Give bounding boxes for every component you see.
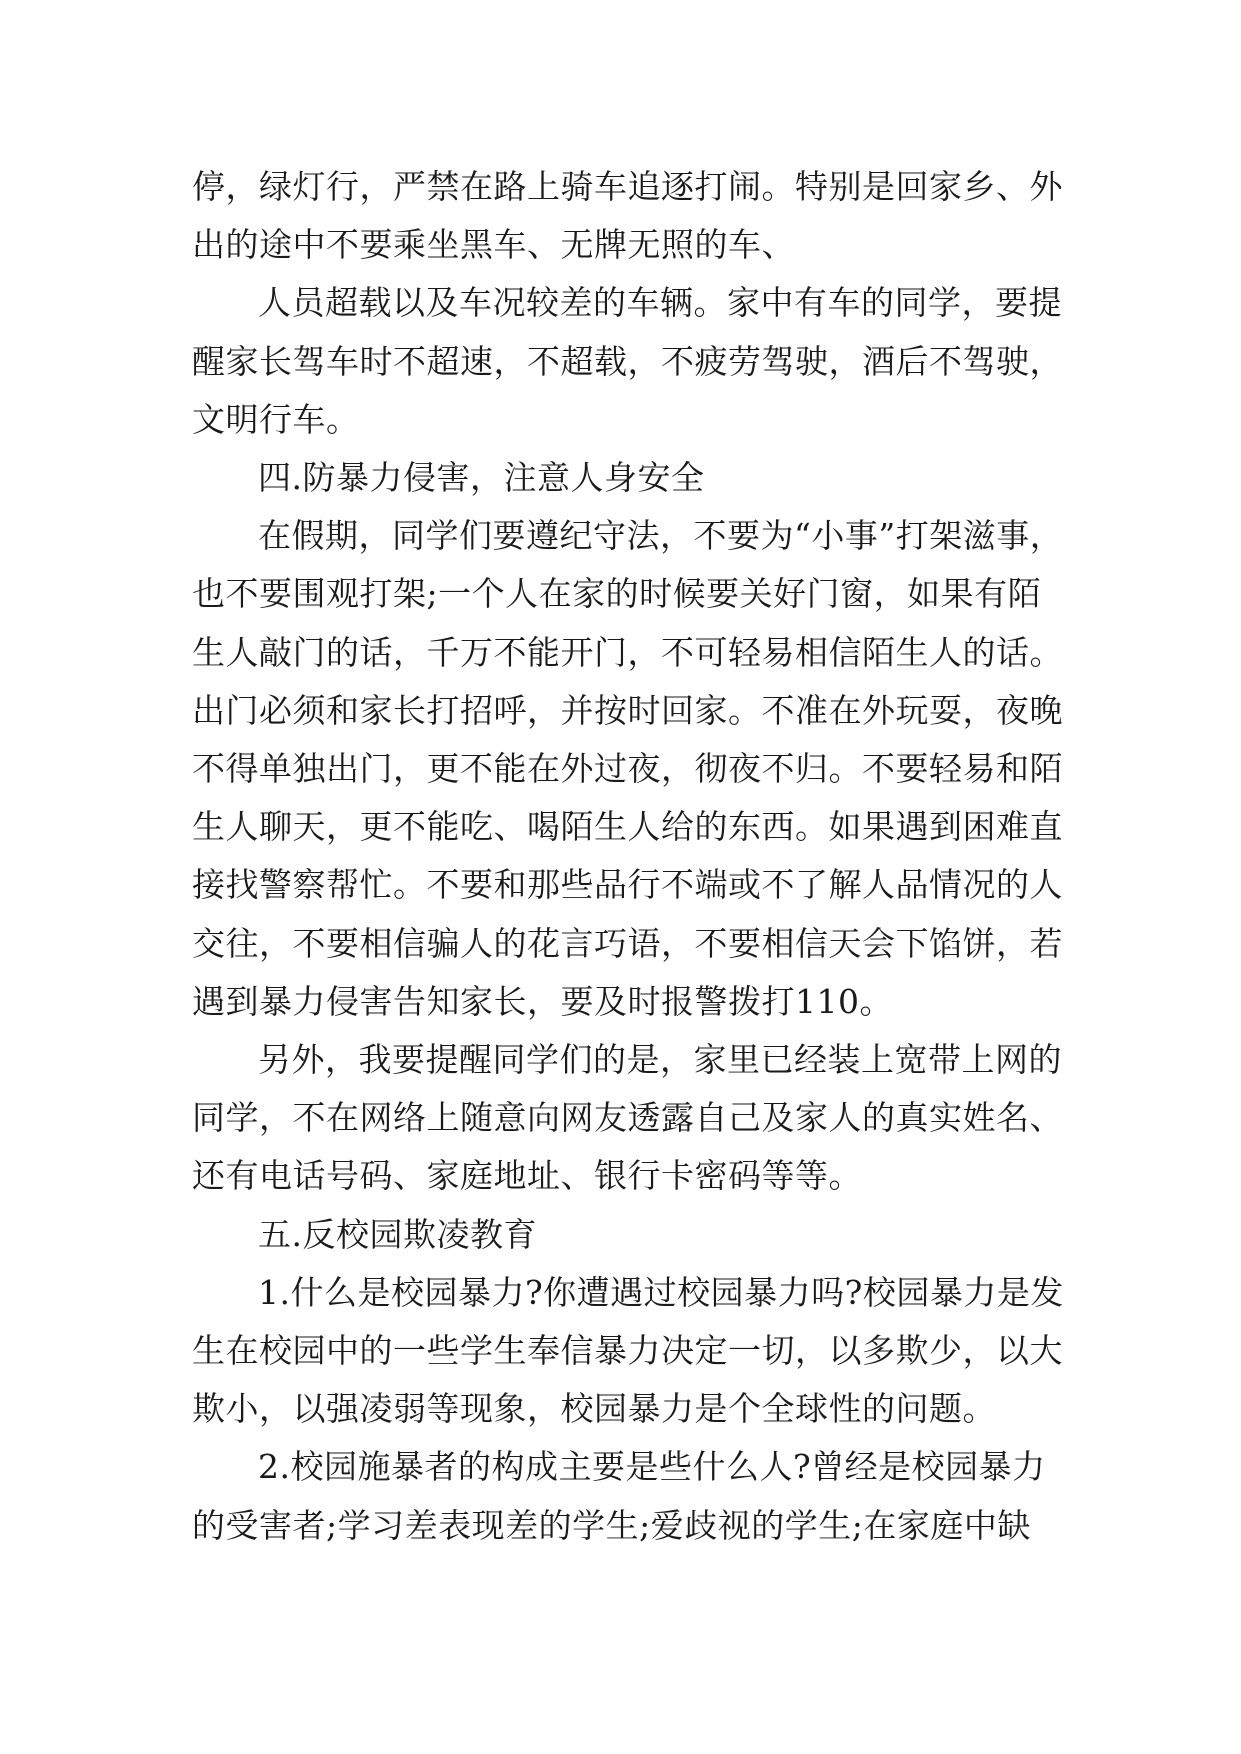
paragraph-who-are-perpetrators: 2.校园施暴者的构成主要是些什么人?曾经是校园暴力的受害者;学习差表现差的学生;爱歧视的学生;在家庭中缺 [192,1447,1046,1545]
paragraph-vehicle-safety: 人员超载以及车况较差的车辆。家中有车的同学，要提醒家长驾车时不超速，不超载，不疲劳驾驶，酒后不驾驶，文明行车。 [192,283,1063,439]
section-heading-anti-bullying: 五.反校园欺凌教育 [258,1214,537,1254]
paragraph-what-is-school-violence: 1.什么是校园暴力?你遭遇过校园暴力吗?校园暴力是发生在校园中的一些学生奉信暴力决定一切，以多欺少，以大欺小，以强凌弱等现象，校园暴力是个全球性的问题。 [192,1272,1064,1429]
document-body [192,158,1067,1555]
paragraph-personal-safety: 在假期，同学们要遵纪守法，不要为“小事”打架滋事，也不要围观打架;一个人在家的时候要关好门窗，如果有陌生人敲门的话，千万不能开门，不可轻易相信陌生人的话。出门必须和家长打招呼，并按时回家。不准在外玩耍，夜晚不得单独出门，更不能在外过夜，彻夜不归。不要轻易和陌生人聊天，更不能吃、喝陌生人给的东西。如果遇到困难直接找警察帮忙。不要和那些品行不端或不了解人品情况的人交往，不要相信骗人的花言巧语，不要相信天会下馅饼，若遇到暴力侵害告知家长，要及时报警拨打110。 [192,516,1064,1021]
paragraph-traffic-continued: 停，绿灯行，严禁在路上骑车追逐打闹。特别是回家乡、外出的途中不要乘坐黑车、无牌无照的车、 [192,167,1063,265]
paragraph-online-safety: 另外，我要提醒同学们的是，家里已经装上宽带上网的同学，不在网络上随意向网友透露自己及家人的真实姓名、还有电话号码、家庭地址、银行卡密码等等。 [192,1040,1063,1196]
section-heading-violence-prevention: 四.防暴力侵害，注意人身安全 [258,458,705,498]
